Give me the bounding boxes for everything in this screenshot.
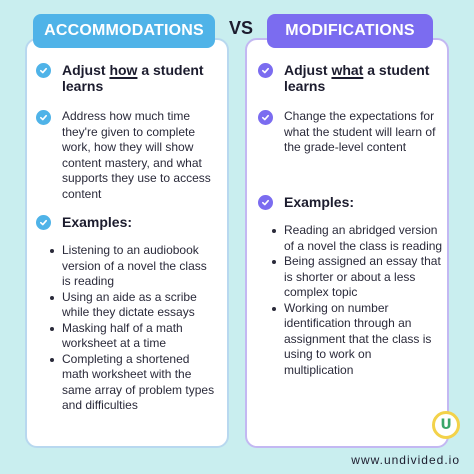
check-circle-icon	[258, 63, 273, 78]
check-circle-icon	[36, 215, 51, 230]
list-item: Completing a shortened math worksheet with the same array of problem types and difficulties	[48, 352, 216, 414]
list-item: Reading an abridged version of a novel the class is reading	[270, 223, 444, 254]
accommodations-header: ACCOMMODATIONS	[33, 14, 215, 48]
modifications-header: MODIFICATIONS	[267, 14, 433, 48]
modifications-heading: Adjust what a student learns	[284, 62, 430, 94]
check-circle-icon	[258, 195, 273, 210]
check-circle-icon	[36, 63, 51, 78]
modifications-examples-label: Examples:	[284, 194, 355, 210]
accommodations-examples-label: Examples:	[62, 214, 133, 230]
versus-label: VS	[228, 18, 253, 38]
list-item: Working on number identification through an assignment that the class is using to work on multiplication	[270, 301, 444, 379]
check-circle-icon	[36, 110, 51, 125]
undivided-logo	[432, 411, 460, 439]
accommodations-heading-row	[36, 62, 222, 94]
check-circle-icon	[258, 110, 273, 125]
logo-letter: U	[440, 417, 452, 433]
website-url[interactable]: www.undivided.io	[351, 453, 460, 467]
heading-emphasis: what	[331, 62, 364, 78]
modifications-heading-row	[258, 62, 444, 94]
modifications-examples-list	[270, 223, 444, 378]
list-item: Masking half of a math worksheet at a time	[48, 321, 216, 352]
accommodations-description: Address how much time they're given to complete work, how they will show content mastery, and what supports they use to access content	[62, 109, 211, 201]
accommodations-description-row	[36, 109, 216, 202]
modifications-examples-row	[258, 194, 438, 210]
list-item: Using an aide as a scribe while they dictate essays	[48, 290, 216, 321]
accommodations-examples-list	[48, 243, 216, 414]
modifications-description: Change the expectations for what the student will learn of the grade-level content	[284, 109, 436, 154]
heading-emphasis: how	[109, 62, 138, 78]
accommodations-examples-row	[36, 214, 216, 230]
modifications-description-row	[258, 109, 444, 156]
list-item: Listening to an audiobook version of a novel the class is reading	[48, 243, 216, 290]
list-item: Being assigned an essay that is shorter or about a less complex topic	[270, 254, 444, 301]
accommodations-heading: Adjust how a student learns	[62, 62, 204, 94]
